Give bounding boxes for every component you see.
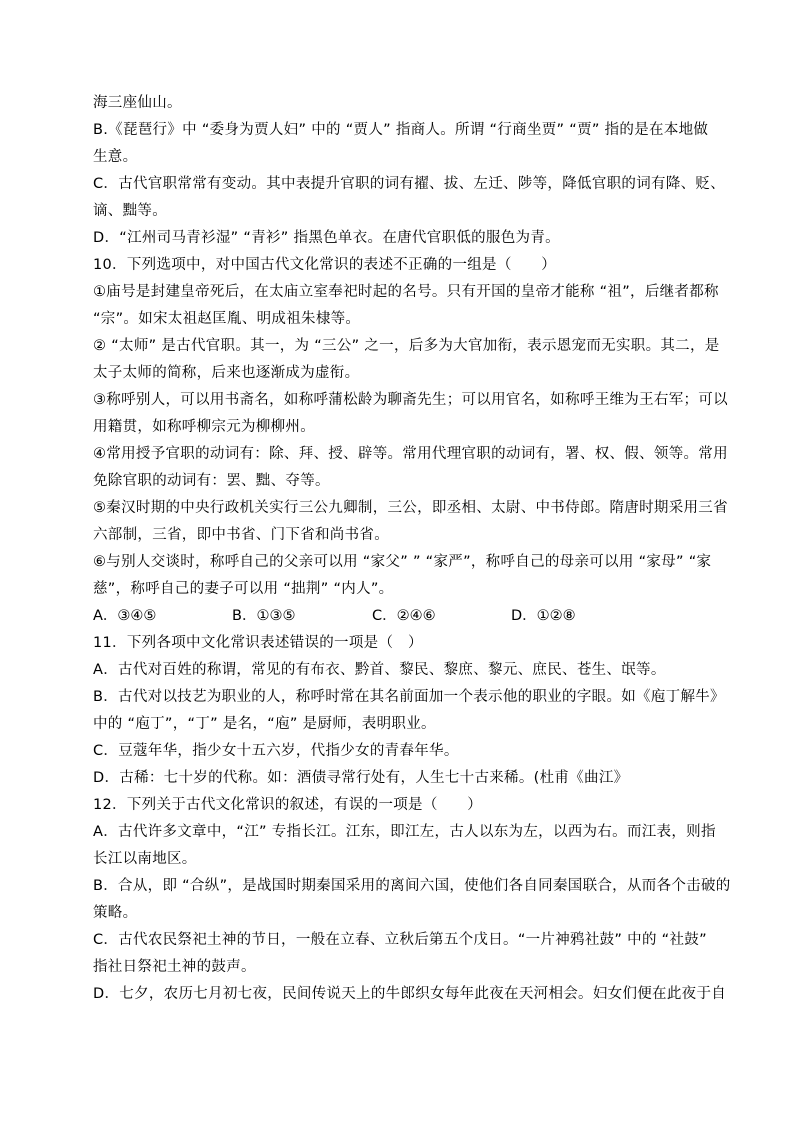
text-line: ② “太师” 是古代官职。其一，为 “三公” 之一，后多为大官加衔，表示恩宠而无实职。其二，是 xyxy=(93,338,720,354)
text-line: B．古代对以技艺为职业的人，称呼时常在其名前面加一个表示他的职业的字眼。如《庖丁解牛》 xyxy=(93,689,725,705)
question-12-stem: 12．下列关于古代文化常识的叙述，有误的一项是（ ） xyxy=(93,797,483,813)
text-line: 六部制，三省，即中书省、门下省和尚书省。 xyxy=(93,527,389,543)
text-line: 海三座仙山。 xyxy=(93,95,182,111)
text-line: A．古代许多文章中，“江” 专指长江。江东，即江左，古人以东为左，以西为右。而江表，则指 xyxy=(93,824,716,840)
text-line: ③称呼别人，可以用书斋名，如称呼蒲松龄为聊斋先生；可以用官名，如称呼王维为王右军；可以 xyxy=(93,392,728,408)
text-line: ①庙号是封建皇帝死后，在太庙立室奉祀时起的名号。只有开国的皇帝才能称 “祖”，后继者都称 xyxy=(93,284,719,300)
text-line: A．古代对百姓的称谓，常见的有布衣、黔首、黎民、黎庶、黎元、庶民、苍生、氓等。 xyxy=(93,662,666,678)
text-line: 太子太师的简称，后来也逐渐成为虚衔。 xyxy=(93,365,360,381)
text-line: B．合从，即 “合纵”，是战国时期秦国采用的离间六国，使他们各自同秦国联合，从而各个击破的 xyxy=(93,878,731,894)
option-b: B．①③⑤ xyxy=(232,608,296,624)
option-c: C．②④⑥ xyxy=(372,608,436,624)
option-a: A．③④⑤ xyxy=(93,608,157,624)
question-10-stem: 10．下列选项中，对中国古代文化常识的表述不正确的一组是（ ） xyxy=(93,257,557,273)
text-line: 慈”，称呼自己的妻子可以用 “拙荆” “内人”。 xyxy=(93,581,394,597)
text-line: 中的 “庖丁”，“丁” 是名，“庖” 是厨师，表明职业。 xyxy=(93,716,436,732)
text-line: 谪、黜等。 xyxy=(93,203,167,219)
text-line: 用籍贯，如称呼柳宗元为柳柳州。 xyxy=(93,419,315,435)
text-line: 指社日祭祀土神的鼓声。 xyxy=(93,959,256,975)
text-line: 长江以南地区。 xyxy=(93,851,197,867)
text-line: 生意。 xyxy=(93,149,138,165)
text-line: ④常用授予官职的动词有：除、拜、授、辟等。常用代理官职的动词有，署、权、假、领等。常用 xyxy=(93,446,728,462)
text-line: 免除官职的动词有：罢、黜、夺等。 xyxy=(93,473,330,489)
text-line: 策略。 xyxy=(93,905,138,921)
text-line: D．“江州司马青衫湿” “青衫” 指黑色单衣。在唐代官职低的服色为青。 xyxy=(93,230,560,246)
text-line: B.《琵琶行》中 “委身为贾人妇” 中的 “贾人” 指商人。所谓 “行商坐贾” “贾” 指的是在本地做 xyxy=(93,122,709,138)
text-line: C．豆蔻年华，指少女十五六岁，代指少女的青春年华。 xyxy=(93,743,459,759)
text-line: D．七夕，农历七月初七夜，民间传说天上的牛郎织女每年此夜在天河相会。妇女们便在此夜于自 xyxy=(93,986,727,1002)
option-d: D．①②⑧ xyxy=(511,608,576,624)
text-line: “宗”。如宋太祖赵匡胤、明成祖朱棣等。 xyxy=(93,311,361,327)
text-line: C．古代农民祭祀土神的节日，一般在立春、立秋后第五个戊日。“一片神鸦社鼓” 中的 “社鼓” xyxy=(93,932,707,948)
text-line: D．古稀：七十岁的代称。如：酒债寻常行处有，人生七十古来稀。(杜甫《曲江》 xyxy=(93,770,629,786)
question-10-options xyxy=(93,603,701,630)
text-line: C．古代官职常常有变动。其中表提升官职的词有擢、拔、左迁、陟等，降低官职的词有降、贬、 xyxy=(93,176,726,192)
text-line: ⑤秦汉时期的中央行政机关实行三公九卿制，三公，即丞相、太尉、中书侍郎。隋唐时期采用三省 xyxy=(93,500,728,516)
text-line: ⑥与别人交谈时，称呼自己的父亲可以用 “家父” ” “家严”，称呼自己的母亲可以用 “家母” “家 xyxy=(93,554,712,570)
question-11-stem: 11．下列各项中文化常识表述错误的一项是（ ） xyxy=(93,635,423,651)
document-page xyxy=(93,90,731,1008)
